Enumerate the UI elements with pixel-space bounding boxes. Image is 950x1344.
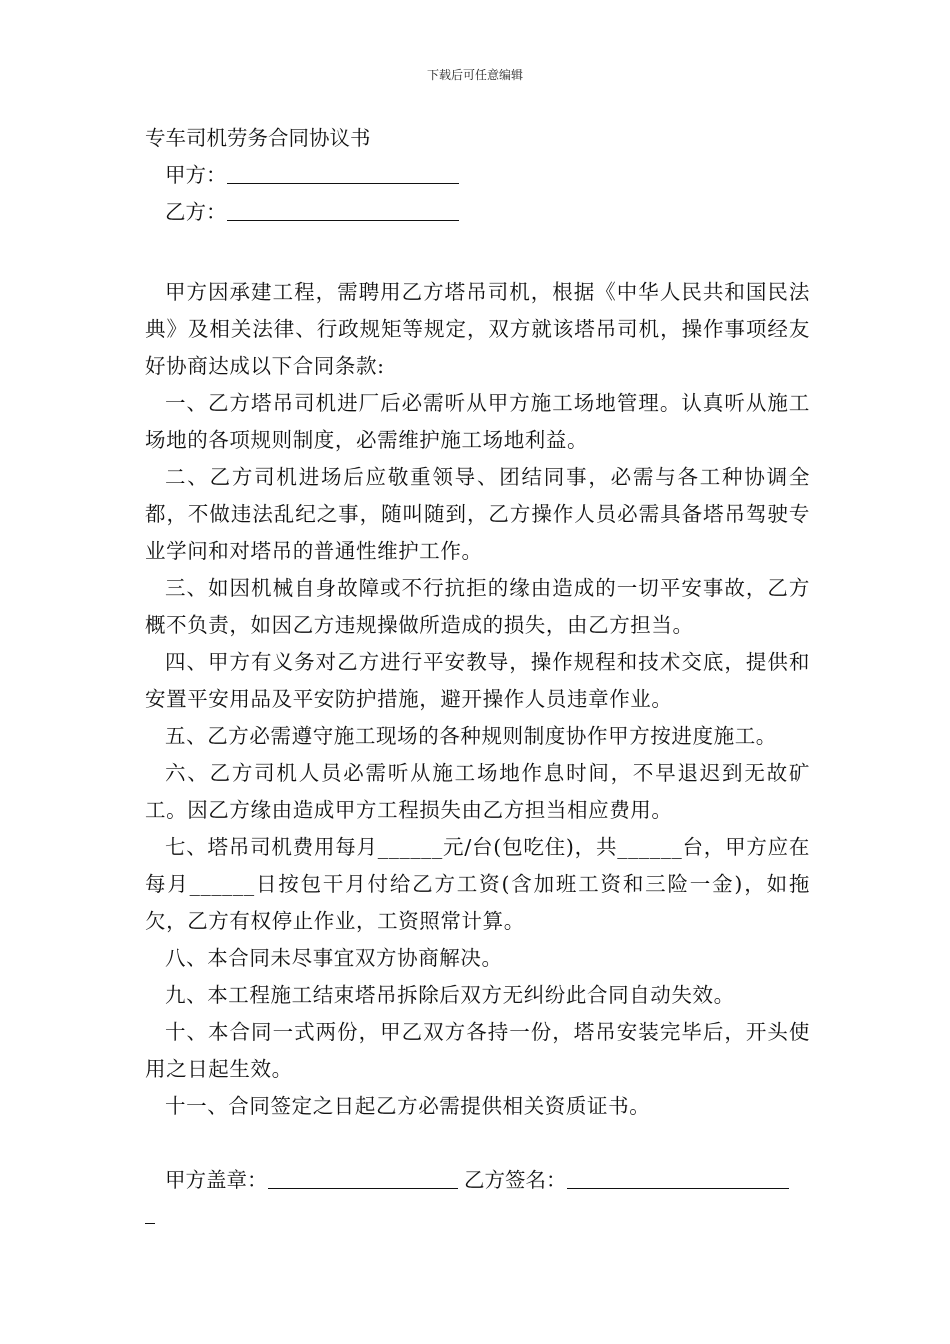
clause-1: 一、乙方塔吊司机进厂后必需听从甲方施工场地管理。认真听从施工场地的各项规则制度，必需维护施工场地利益。 <box>145 391 810 452</box>
signature-tail-line <box>145 1201 155 1224</box>
party-b-row <box>145 194 810 231</box>
header-note: 下载后可任意编辑 <box>426 68 523 82</box>
spacer <box>145 1125 810 1162</box>
party-b-sign-label: 乙方签名： <box>464 1168 567 1192</box>
clause-7: 七、塔吊司机费用每月______元/台(包吃住)，共______台，甲方应在每月______日按包干月付给乙方工资(含加班工资和三险一金)，如拖欠，乙方有权停止作业，工资照常计算。 <box>145 835 810 933</box>
contract-body <box>145 120 810 1236</box>
clause-9: 九、本工程施工结束塔吊拆除后双方无纠纷此合同自动失效。 <box>165 983 735 1007</box>
clause-8: 八、本合同未尽事宜双方协商解决。 <box>165 946 503 970</box>
party-b-label: 乙方： <box>165 200 227 224</box>
party-a-blank[interactable] <box>227 159 459 184</box>
clause-6: 六、乙方司机人员必需听从施工场地作息时间，不早退迟到无故矿工。因乙方缘由造成甲方工程损失由乙方担当相应费用。 <box>145 761 810 822</box>
party-a-seal-label: 甲方盖章： <box>165 1168 268 1192</box>
party-a-seal-blank[interactable] <box>268 1164 458 1189</box>
clause-3: 三、如因机械自身故障或不行抗拒的缘由造成的一切平安事故，乙方概不负责，如因乙方违规操做所造成的损失，由乙方担当。 <box>145 576 810 637</box>
clause-10: 十、本合同一式两份，甲乙双方各持一份，塔吊安装完毕后，开头使用之日起生效。 <box>145 1020 810 1081</box>
preamble-paragraph: 甲方因承建工程，需聘用乙方塔吊司机，根据《中华人民共和国民法典》及相关法律、行政规矩等规定，双方就该塔吊司机，操作事项经友好协商达成以下合同条款: <box>145 280 810 378</box>
signature-tail <box>145 1199 810 1236</box>
clause-4: 四、甲方有义务对乙方进行平安教导，操作规程和技术交底，提供和安置平安用品及平安防护措施，避开操作人员违章作业。 <box>145 650 810 711</box>
party-a-row <box>145 157 810 194</box>
signature-row <box>145 1162 810 1199</box>
party-b-sign-blank[interactable] <box>567 1164 789 1189</box>
document-title: 专车司机劳务合同协议书 <box>145 126 371 150</box>
clause-2: 二、乙方司机进场后应敬重领导、团结同事，必需与各工种协调全都，不做违法乱纪之事，随叫随到，乙方操作人员必需具备塔吊驾驶专业学问和对塔吊的普通性维护工作。 <box>145 465 810 563</box>
clause-5: 五、乙方必需遵守施工现场的各种规则制度协作甲方按进度施工。 <box>165 724 777 748</box>
spacer <box>145 231 810 268</box>
party-b-blank[interactable] <box>227 196 459 221</box>
clause-11: 十一、合同签定之日起乙方必需提供相关资质证书。 <box>165 1094 651 1118</box>
party-a-label: 甲方： <box>165 163 227 187</box>
